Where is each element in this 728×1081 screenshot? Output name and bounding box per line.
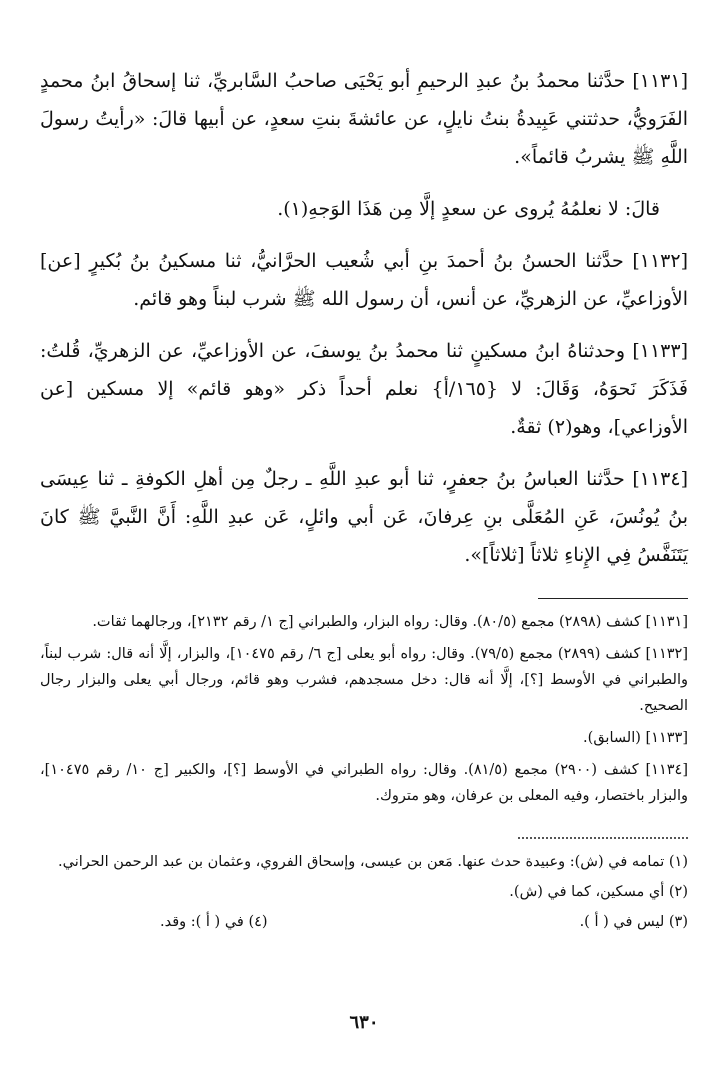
footnote-4: (٤) في ( أ ): وقد. — [160, 914, 268, 930]
hadith-1131: [١١٣١] حدَّثنا محمدُ بنُ عبدِ الرحيمِ أبو يَحْيَى صاحبُ السَّابريِّ، ثنا إسحاقُ ابنُ محمدٍ الفَرَويُّ، حدثتني عَبِيدةُ بنتُ نايلٍ، عن عائشةَ بنتِ سعدٍ، عن أبيها قالَ: «رأيتُ رسولَ اللَّهِ ﷺ يشربُ قائماً». — [40, 70, 688, 168]
references-divider — [538, 598, 688, 599]
footnotes-divider — [518, 837, 688, 839]
hadith-1133: [١١٣٣] وحدثناهُ ابنُ مسكينٍ ثنا محمدُ بنُ يوسفَ، عن الأوزاعيِّ، عن الزهريِّ، قُلتُ: فَذَكَرَ نَحوَهُ، وَقَالَ: لا {١٦٥/أ} نعلم أحداً ذكر «وهو قائم» إلا مسكين [عن الأوزاعي]، وهو(٢) ثقةٌ. — [40, 340, 688, 438]
references — [40, 609, 688, 809]
hadith-1132: [١١٣٢] حدَّثنا الحسنُ بنُ أحمدَ بنِ أبي شُعيب الحرَّانيُّ، ثنا مسكينُ بنُ بُكيرٍ [عن] الأوزاعيِّ، عن الزهريِّ، عن أنس، أن رسول الله ﷺ شرب لبناً وهو قائم. — [40, 250, 688, 310]
footnotes — [40, 849, 688, 935]
page-number: ٦٣٠ — [349, 1012, 379, 1033]
footnote-3: (٣) ليس في ( أ ). — [579, 914, 688, 930]
reference-1131: [١١٣١] كشف (٢٨٩٨) مجمع (٨٠/٥). وقال: رواه البزار، والطبراني [ج ١/ رقم ٢١٣٢]، ورجالهما ثقات. — [92, 614, 688, 630]
footnote-2: (٢) أي مسكين، كما في (ش). — [509, 884, 688, 900]
reference-1134: [١١٣٤] كشف (٢٩٠٠) مجمع (٨١/٥). وقال: رواه الطبراني في الأوسط [؟]، والكبير [ج ١٠/ رقم ١٠٤٧٥]، والبزار باختصار، وفيه المعلى بن عرفان، وهو متروك. — [40, 762, 688, 804]
hadith-1134: [١١٣٤] حدَّثنا العباسُ بنُ جعفرٍ، ثنا أبو عبدِ اللَّهِ ـ رجلٌ مِن أهلِ الكوفةِ ـ ثنا عِيسَى بنُ يُونُسَ، عَنِ المُعَلَّى بنِ عِرفانَ، عَن أبي وائلٍ، عَن عبدِ اللَّهِ: أَنَّ النَّبيَّ ﷺ كانَ يَتَنَفَّسُ فِي الإِناءِ ثلاثاً [ثلاثاً]». — [40, 468, 688, 566]
reference-1132: [١١٣٢] كشف (٢٨٩٩) مجمع (٧٩/٥). وقال: رواه أبو يعلى [ج ٦/ رقم ١٠٤٧٥]، والبزار، إلَّا أنه قال: شرب لبناً، والطبراني في الأوسط [؟]، إلَّا أنه قال: دخل مسجدهم، فشرب وهو قائم، ورجال أبي يعلى والبزار رجال الصحيح. — [40, 646, 688, 714]
footnote-1: (١) تمامه في (ش): وعبيدة حدث عنها. مَعن بن عيسى، وإسحاق الفروي، وعثمان بن عبد الرحمن الحراني. — [58, 854, 688, 870]
reference-1133: [١١٣٣] (السابق). — [583, 730, 688, 746]
hadith-1131-note: قالَ: لا نعلمُهُ يُروى عن سعدٍ إلَّا مِن هَذَا الوَجهِ(١). — [277, 198, 660, 220]
hadith-text — [40, 62, 688, 574]
footnote-row — [40, 909, 688, 935]
